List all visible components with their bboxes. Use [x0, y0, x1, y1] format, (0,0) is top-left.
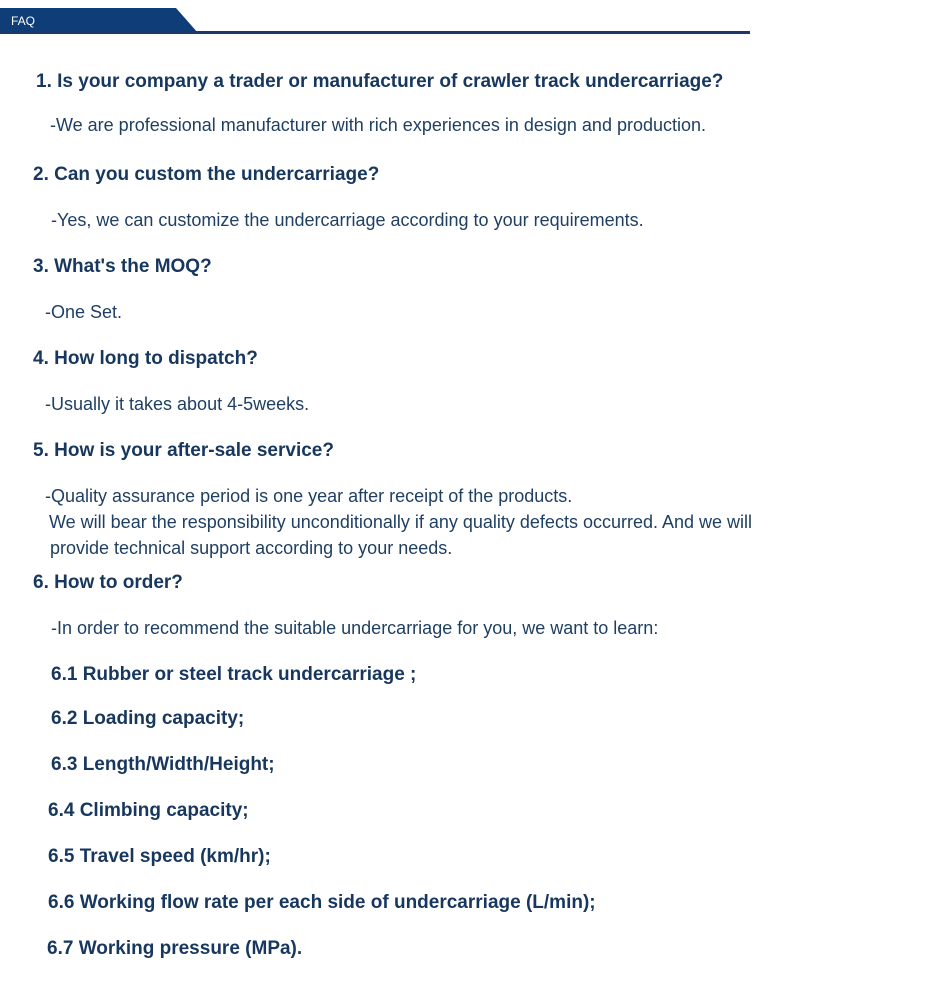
order-requirement-6-3: 6.3 Length/Width/Height; [51, 754, 275, 775]
order-requirement-6-2: 6.2 Loading capacity; [51, 708, 245, 729]
faq-answer-5-line-3: provide technical support according to your needs. [50, 538, 453, 558]
faq-answer-5-line-1: -Quality assurance period is one year after receipt of the products. [45, 486, 573, 506]
faq-question-4: 4. How long to dispatch? [33, 348, 258, 369]
faq-question-5: 5. How is your after-sale service? [33, 440, 334, 461]
order-requirement-6-1: 6.1 Rubber or steel track undercarriage ; [51, 664, 417, 685]
faq-answer-2: -Yes, we can customize the undercarriage according to your requirements. [51, 210, 644, 230]
header-rule [0, 31, 750, 34]
faq-answer-6: -In order to recommend the suitable undercarriage for you, we want to learn: [51, 618, 659, 638]
faq-answer-4: -Usually it takes about 4-5weeks. [45, 394, 310, 414]
order-requirement-6-5: 6.5 Travel speed (km/hr); [48, 846, 271, 867]
faq-answer-5-line-2: We will bear the responsibility unconditionally if any quality defects occurred. And we will [49, 512, 753, 532]
faq-answer-1: -We are professional manufacturer with rich experiences in design and production. [50, 115, 707, 135]
order-requirement-6-6: 6.6 Working flow rate per each side of undercarriage (L/min); [48, 892, 596, 913]
faq-question-6: 6. How to order? [33, 572, 183, 593]
order-requirement-6-4: 6.4 Climbing capacity; [48, 800, 249, 821]
faq-banner [0, 8, 200, 33]
faq-question-3: 3. What's the MOQ? [33, 256, 212, 277]
order-requirement-6-7: 6.7 Working pressure (MPa). [47, 938, 303, 959]
faq-answer-3: -One Set. [45, 302, 123, 322]
faq-question-2: 2. Can you custom the undercarriage? [33, 164, 380, 185]
faq-title: FAQ [11, 14, 36, 28]
faq-question-1: 1. Is your company a trader or manufacturer of crawler track undercarriage? [36, 71, 724, 92]
